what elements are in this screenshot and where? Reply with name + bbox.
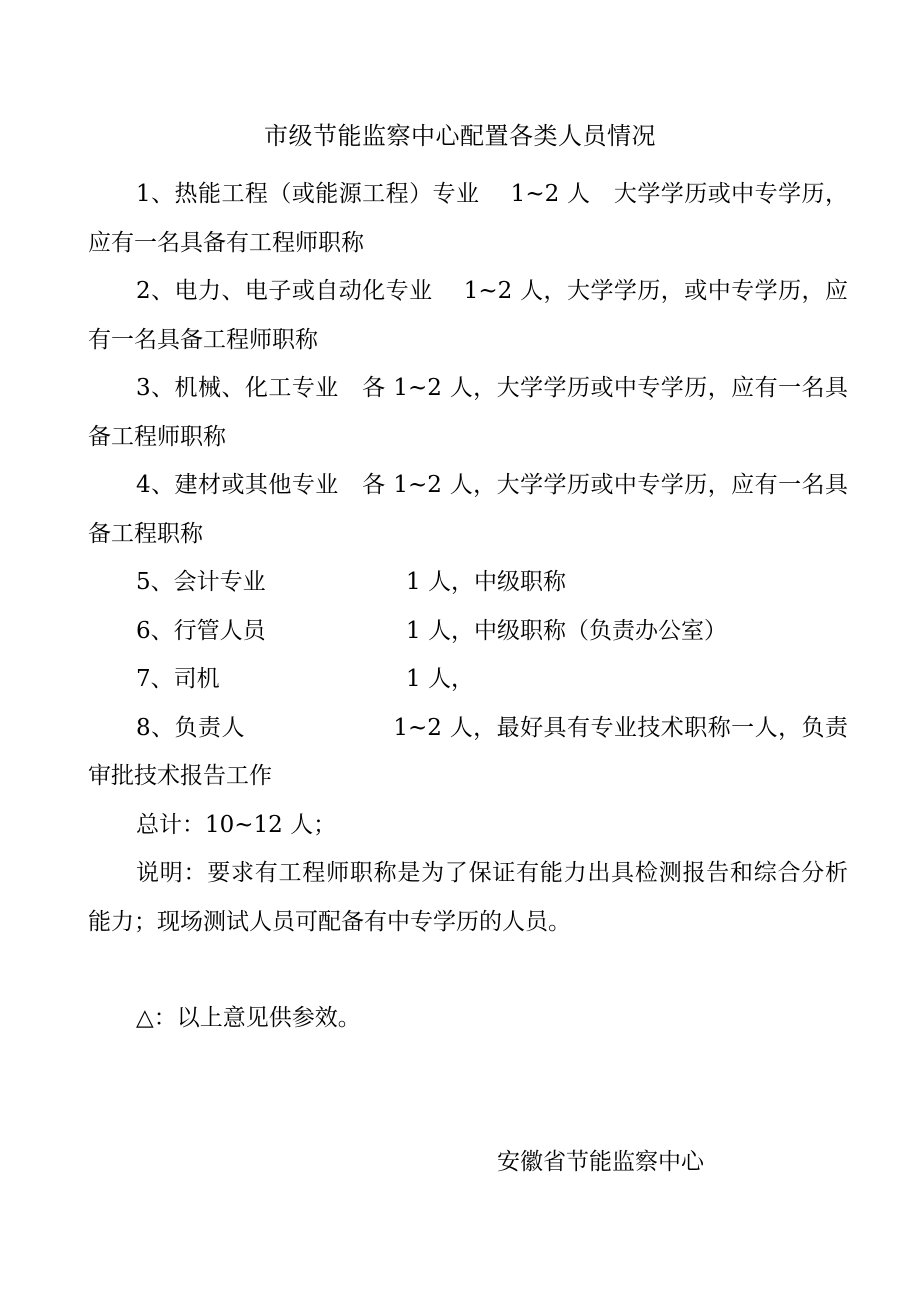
item-7: [88, 655, 848, 704]
note-paragraph: 说明：要求有工程师职称是为了保证有能力出具检测报告和综合分析能力；现场测试人员可配备有中专学历的人员。: [88, 860, 848, 935]
signature: 安徽省节能监察中心: [497, 1149, 704, 1175]
item-5: [88, 558, 848, 607]
document-body: [88, 170, 848, 1043]
item-3: 3、机械、化工专业 各 1~2 人，大学学历或中专学历，应有一名具备工程师职称: [88, 375, 848, 450]
document-title: 市级节能监察中心配置各类人员情况: [264, 122, 656, 150]
item-6-label: 6、行管人员: [136, 617, 266, 644]
remark-line: △：以上意见供参效。: [136, 1005, 361, 1031]
item-2: 2、电力、电子或自动化专业 1~2 人，大学学历，或中专学历，应有一名具备工程师职称: [88, 278, 848, 353]
total-line: 总计：10~12 人；: [136, 811, 337, 838]
item-4: 4、建材或其他专业 各 1~2 人，大学学历或中专学历，应有一名具备工程职称: [88, 472, 848, 547]
item-1: 1、热能工程（或能源工程）专业 1~2 人 大学学历或中专学历，应有一名具备有工程师职称: [88, 181, 848, 256]
item-5-value: 1 人，中级职称: [406, 569, 566, 595]
item-8: 8、负责人 1~2 人，最好具有专业技术职称一人，负责审批技术报告工作: [88, 714, 848, 789]
item-7-value: 1 人，: [406, 666, 474, 692]
item-6: [88, 607, 848, 656]
spacer: [88, 946, 848, 994]
item-6-value: 1 人，中级职称（负责办公室）: [406, 617, 727, 644]
item-5-label: 5、会计专业: [136, 569, 266, 595]
item-7-label: 7、司机: [136, 666, 220, 692]
